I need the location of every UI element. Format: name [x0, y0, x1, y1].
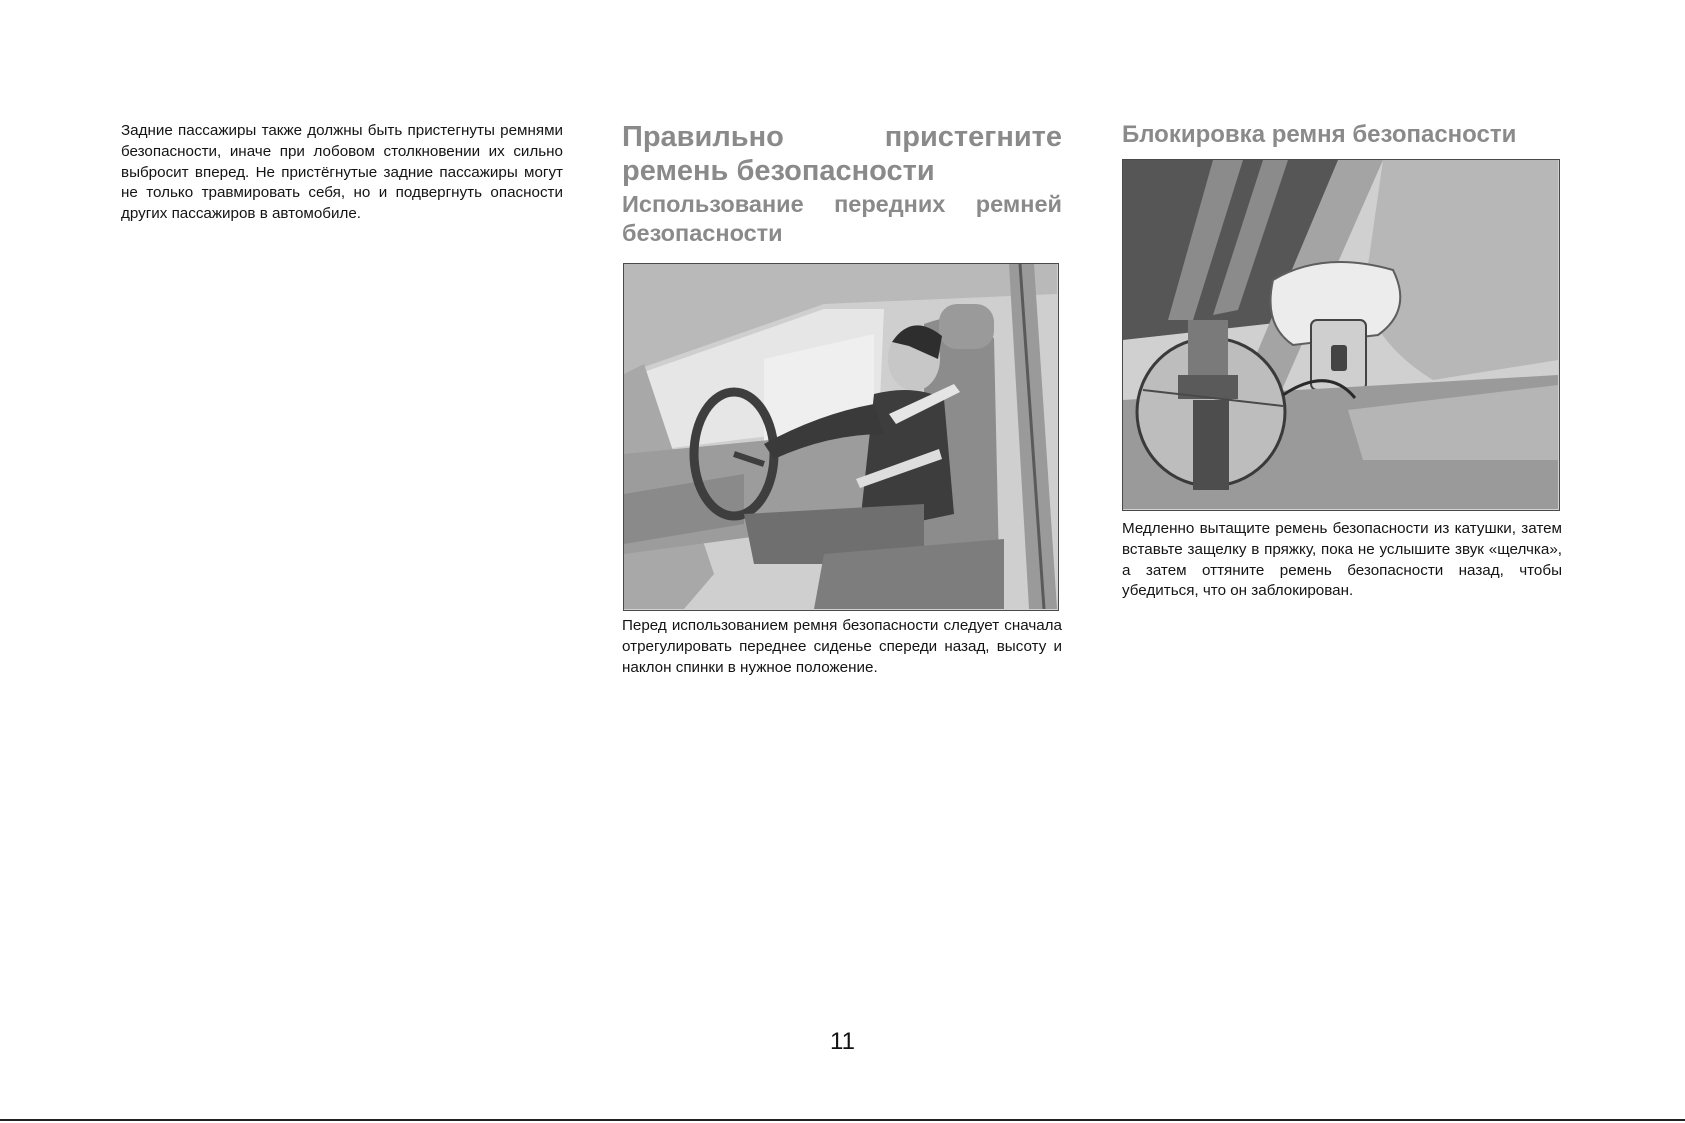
bottom-rule [0, 1119, 1685, 1121]
belt-locking-heading: Блокировка ремня безопасности [1122, 121, 1517, 148]
section-heading-line-2: ремень безопасности [622, 155, 935, 187]
rear-passengers-paragraph: Задние пассажиры также должны быть пристегнуты ремнями безопасности, иначе при лобовом столкновении их сильно выбросит вперед. Не пристёгнутые задние пассажиры могут не только травмировать себя, но и подвергнуть опасности других пассажиров в автомобиле. [121, 122, 563, 223]
section-heading-line-1 [622, 120, 1062, 154]
section-heading-word: Правильно [622, 121, 784, 153]
subsection-heading-line-1 [622, 190, 1062, 219]
subsection-heading-word: Использование [622, 191, 804, 217]
driver-seat-illustration [623, 263, 1059, 611]
section-heading-word: пристегните [884, 121, 1062, 153]
right-column [1122, 120, 1562, 602]
subsection-heading-line-2: безопасности [622, 220, 783, 246]
middle-column [622, 120, 1062, 678]
subsection-heading-word: ремней [975, 191, 1062, 217]
page-number: 11 [830, 1028, 855, 1055]
left-column [121, 121, 563, 225]
buckle-locking-caption: Медленно вытащите ремень безопасности из катушки, затем вставьте защелку в пряжку, пока не услышите звук «щелчка», а затем оттяните ремень безопасности назад, чтобы убедиться, что он заблокирован. [1122, 520, 1562, 600]
buckle-insertion-illustration [1122, 159, 1560, 511]
seat-adjustment-caption: Перед использованием ремня безопасности следует сначала отрегулировать переднее сиденье спереди назад, высоту и наклон спинки в нужное положение. [622, 617, 1062, 676]
subsection-heading-word: передних [834, 191, 946, 217]
